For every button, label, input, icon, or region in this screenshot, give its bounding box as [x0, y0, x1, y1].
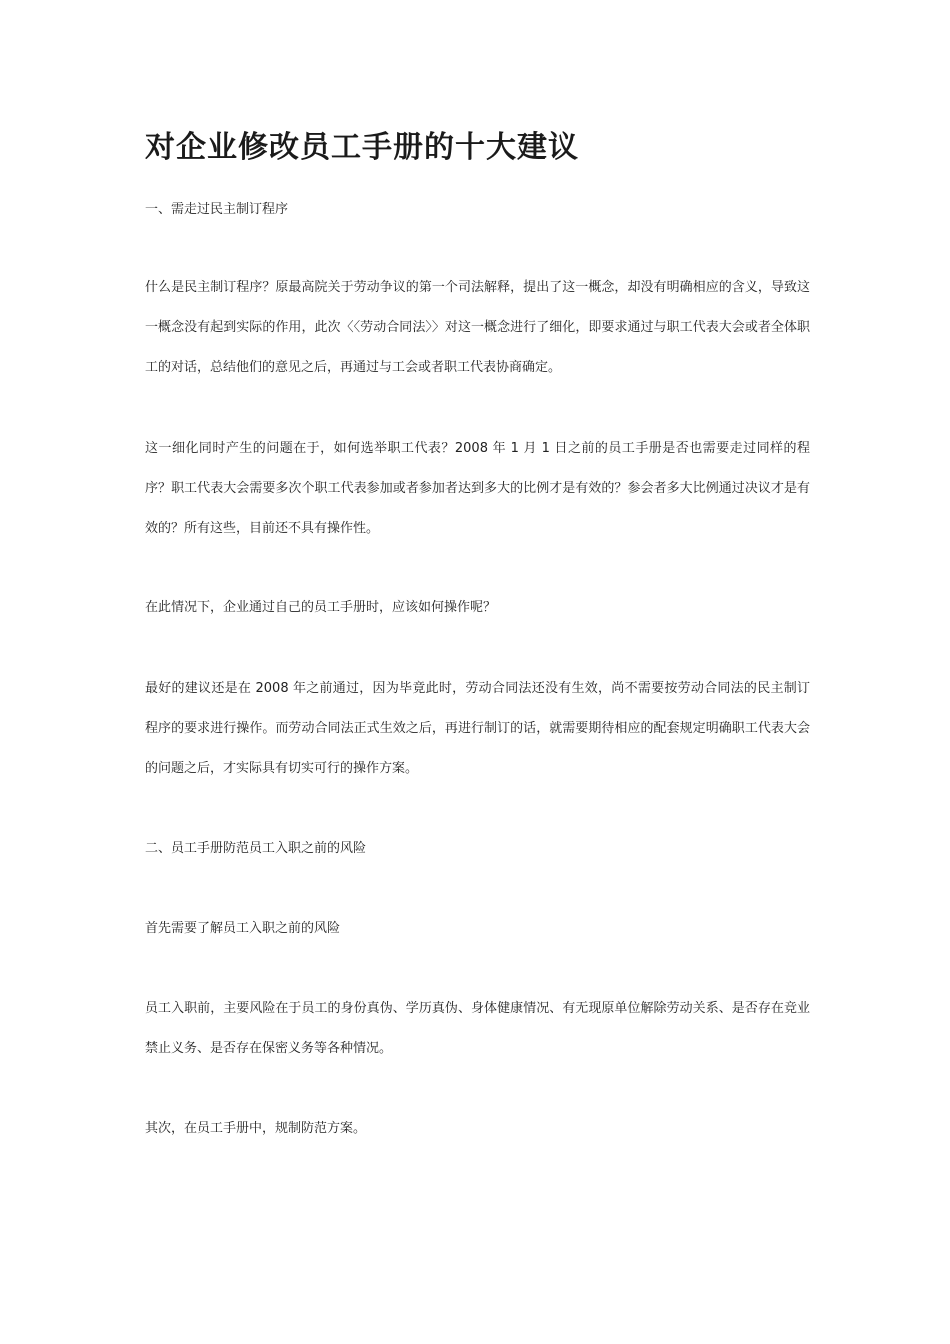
section-heading-1: 一、需走过民主制订程序: [145, 202, 289, 217]
paragraph-1: 什么是民主制订程序？原最高院关于劳动争议的第一个司法解释，提出了这一概念，却没有明确相应的含义，导致这一概念没有起到实际的作用，此次〈〈劳动合同法〉〉对这一概念进行了细化，即要求通过与职工代表大会或者全体职工的对话，总结他们的意见之后，再通过与工会或者职工代表协商确定。: [145, 280, 810, 375]
document-title: 对企业修改员工手册的十大建议: [145, 130, 579, 165]
paragraph-4: 最好的建议还是在 2008 年之前通过，因为毕竟此时，劳动合同法还没有生效，尚不需要按劳动合同法的民主制订程序的要求进行操作。而劳动合同法正式生效之后，再进行制订的话，就需要期待相应的配套规定明确职工代表大会的问题之后，才实际具有切实可行的操作方案。: [145, 681, 810, 776]
paragraph-3: 在此情况下，企业通过自己的员工手册时，应该如何操作呢？: [145, 600, 497, 615]
paragraph-6: 员工入职前，主要风险在于员工的身份真伪、学历真伪、身体健康情况、有无现原单位解除劳动关系、是否存在竞业禁止义务、是否存在保密义务等各种情况。: [145, 1001, 810, 1056]
paragraph-2: 这一细化同时产生的问题在于，如何选举职工代表？2008 年 1 月 1 日之前的员工手册是否也需要走过同样的程序？职工代表大会需要多次个职工代表参加或者参加者达到多大的比例才是有效的？参会者多大比例通过决议才是有效的？所有这些，目前还不具有操作性。: [145, 441, 810, 536]
paragraph-5: 首先需要了解员工入职之前的风险: [145, 921, 341, 936]
section-heading-2: 二、员工手册防范员工入职之前的风险: [145, 841, 367, 856]
paragraph-7: 其次，在员工手册中，规制防范方案。: [145, 1121, 367, 1136]
